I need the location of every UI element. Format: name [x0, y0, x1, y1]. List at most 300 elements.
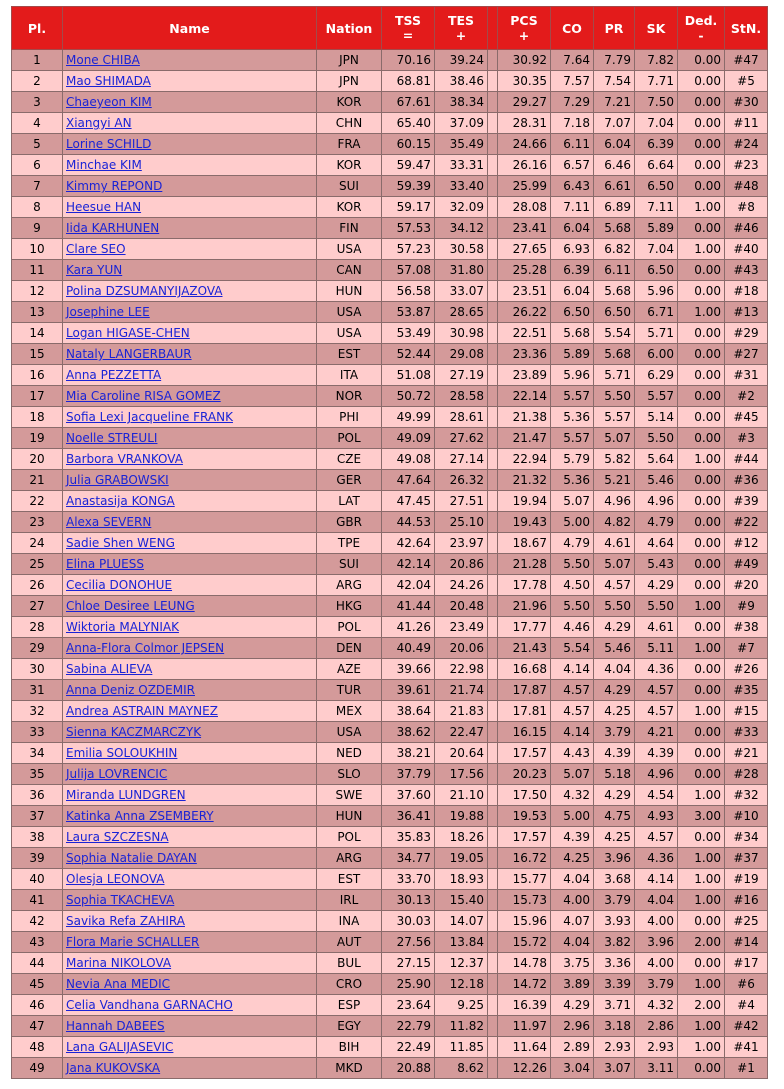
table-row [12, 722, 768, 743]
cell-spacer [488, 743, 498, 764]
cell-nation: HUN [317, 806, 382, 827]
cell-tes: 21.83 [435, 701, 488, 722]
cell-co: 4.50 [551, 575, 594, 596]
cell-sk: 5.14 [635, 407, 678, 428]
cell-deductions: 0.00 [678, 50, 725, 71]
cell-place: 29 [12, 638, 63, 659]
cell-tes: 32.09 [435, 197, 488, 218]
cell-tes: 37.09 [435, 113, 488, 134]
cell-tss: 37.79 [382, 764, 435, 785]
skater-name-link[interactable]: Marina NIKOLOVA [66, 956, 172, 970]
cell-nation: KOR [317, 155, 382, 176]
cell-co: 2.89 [551, 1037, 594, 1058]
table-row [12, 911, 768, 932]
cell-spacer [488, 911, 498, 932]
cell-nation: KOR [317, 92, 382, 113]
cell-pr: 4.57 [594, 575, 635, 596]
skater-name-link[interactable]: Sienna KACZMARCZYK [66, 725, 202, 739]
cell-deductions: 0.00 [678, 533, 725, 554]
cell-place: 39 [12, 848, 63, 869]
cell-tss: 44.53 [382, 512, 435, 533]
cell-pr: 2.93 [594, 1037, 635, 1058]
cell-start-number: #18 [725, 281, 768, 302]
cell-pcs: 16.39 [498, 995, 551, 1016]
cell-pr: 6.11 [594, 260, 635, 281]
cell-tss: 42.64 [382, 533, 435, 554]
cell-name [63, 449, 317, 470]
skater-name-link[interactable]: Kimmy REPOND [66, 179, 163, 193]
cell-deductions: 0.00 [678, 428, 725, 449]
cell-start-number: #22 [725, 512, 768, 533]
skater-name-link[interactable]: Clare SEO [66, 242, 126, 256]
cell-start-number: #33 [725, 722, 768, 743]
cell-co: 4.25 [551, 848, 594, 869]
cell-tes: 35.49 [435, 134, 488, 155]
cell-co: 3.89 [551, 974, 594, 995]
cell-tss: 65.40 [382, 113, 435, 134]
cell-co: 4.07 [551, 911, 594, 932]
skater-name-link[interactable]: Logan HIGASE-CHEN [66, 326, 190, 340]
skater-name-link[interactable]: Mia Caroline RISA GOMEZ [66, 389, 221, 403]
cell-spacer [488, 764, 498, 785]
cell-tes: 11.82 [435, 1016, 488, 1037]
cell-name [63, 827, 317, 848]
cell-tes: 17.56 [435, 764, 488, 785]
cell-name [63, 491, 317, 512]
skater-name-link[interactable]: Lorine SCHILD [66, 137, 152, 151]
cell-tss: 23.64 [382, 995, 435, 1016]
cell-sk: 4.00 [635, 953, 678, 974]
cell-place: 33 [12, 722, 63, 743]
cell-place: 11 [12, 260, 63, 281]
cell-pr: 4.29 [594, 617, 635, 638]
cell-tss: 22.49 [382, 1037, 435, 1058]
table-row [12, 848, 768, 869]
cell-name [63, 386, 317, 407]
cell-name [63, 890, 317, 911]
cell-pr: 5.68 [594, 281, 635, 302]
skater-name-link[interactable]: Sadie Shen WENG [66, 536, 175, 550]
cell-spacer [488, 722, 498, 743]
table-row [12, 1058, 768, 1079]
cell-spacer [488, 512, 498, 533]
skater-name-link[interactable]: Andrea ASTRAIN MAYNEZ [66, 704, 218, 718]
cell-spacer [488, 176, 498, 197]
cell-pcs: 23.51 [498, 281, 551, 302]
cell-pcs: 22.94 [498, 449, 551, 470]
cell-place: 5 [12, 134, 63, 155]
skater-name-link[interactable]: Chloe Desiree LEUNG [66, 599, 195, 613]
cell-pcs: 17.87 [498, 680, 551, 701]
cell-pcs: 16.15 [498, 722, 551, 743]
cell-nation: USA [317, 722, 382, 743]
table-row [12, 470, 768, 491]
cell-pr: 3.39 [594, 974, 635, 995]
cell-pr: 6.46 [594, 155, 635, 176]
cell-spacer [488, 869, 498, 890]
cell-tss: 51.08 [382, 365, 435, 386]
cell-place: 35 [12, 764, 63, 785]
cell-deductions: 0.00 [678, 365, 725, 386]
cell-sk: 4.14 [635, 869, 678, 890]
cell-deductions: 0.00 [678, 134, 725, 155]
cell-start-number: #40 [725, 239, 768, 260]
cell-place: 43 [12, 932, 63, 953]
cell-co: 6.04 [551, 218, 594, 239]
skater-name-link[interactable]: Nevia Ana MEDIC [66, 977, 171, 991]
header-nation: Nation [317, 7, 382, 50]
skater-name-link[interactable]: Julia GRABOWSKI [66, 473, 169, 487]
table-row [12, 806, 768, 827]
cell-start-number: #7 [725, 638, 768, 659]
cell-place: 22 [12, 491, 63, 512]
cell-pr: 4.61 [594, 533, 635, 554]
cell-sk: 4.39 [635, 743, 678, 764]
cell-place: 42 [12, 911, 63, 932]
cell-tss: 39.66 [382, 659, 435, 680]
cell-pr: 5.82 [594, 449, 635, 470]
cell-tss: 37.60 [382, 785, 435, 806]
cell-tss: 42.04 [382, 575, 435, 596]
cell-tss: 20.88 [382, 1058, 435, 1079]
cell-sk: 5.43 [635, 554, 678, 575]
cell-place: 8 [12, 197, 63, 218]
cell-tes: 20.06 [435, 638, 488, 659]
skater-name-link[interactable]: Mao SHIMADA [66, 74, 151, 88]
cell-co: 7.11 [551, 197, 594, 218]
cell-name [63, 155, 317, 176]
table-row [12, 197, 768, 218]
cell-deductions: 0.00 [678, 323, 725, 344]
cell-start-number: #14 [725, 932, 768, 953]
cell-start-number: #19 [725, 869, 768, 890]
cell-sk: 4.04 [635, 890, 678, 911]
cell-name [63, 344, 317, 365]
skater-name-link[interactable]: Hannah DABEES [66, 1019, 165, 1033]
skater-name-link[interactable]: Jana KUKOVSKA [66, 1061, 161, 1075]
cell-pr: 3.79 [594, 722, 635, 743]
cell-tss: 27.15 [382, 953, 435, 974]
cell-pcs: 23.89 [498, 365, 551, 386]
cell-start-number: #21 [725, 743, 768, 764]
cell-tss: 57.08 [382, 260, 435, 281]
cell-tes: 28.65 [435, 302, 488, 323]
cell-name [63, 533, 317, 554]
cell-tes: 38.34 [435, 92, 488, 113]
skater-name-link[interactable]: Chaeyeon KIM [66, 95, 152, 109]
cell-tss: 53.49 [382, 323, 435, 344]
skater-name-link[interactable]: Mone CHIBA [66, 53, 140, 67]
cell-tss: 30.03 [382, 911, 435, 932]
cell-sk: 6.39 [635, 134, 678, 155]
cell-start-number: #39 [725, 491, 768, 512]
skater-name-link[interactable]: Polina DZSUMANYIJAZOVA [66, 284, 223, 298]
skater-name-link[interactable]: Laura SZCZESNA [66, 830, 169, 844]
cell-tss: 38.62 [382, 722, 435, 743]
cell-nation: CHN [317, 113, 382, 134]
table-row [12, 827, 768, 848]
cell-start-number: #46 [725, 218, 768, 239]
cell-name [63, 911, 317, 932]
cell-name [63, 512, 317, 533]
cell-spacer [488, 365, 498, 386]
cell-nation: POL [317, 428, 382, 449]
cell-tss: 60.15 [382, 134, 435, 155]
cell-pr: 6.61 [594, 176, 635, 197]
cell-sk: 4.32 [635, 995, 678, 1016]
skater-name-link[interactable]: Minchae KIM [66, 158, 142, 172]
cell-tes: 14.07 [435, 911, 488, 932]
skater-name-link[interactable]: Julija LOVRENCIC [66, 767, 168, 781]
cell-pr: 4.29 [594, 680, 635, 701]
cell-nation: SLO [317, 764, 382, 785]
cell-co: 5.36 [551, 470, 594, 491]
table-header-row [12, 7, 768, 50]
skater-name-link[interactable]: Anna-Flora Colmor JEPSEN [66, 641, 225, 655]
cell-sk: 4.64 [635, 533, 678, 554]
cell-tes: 23.49 [435, 617, 488, 638]
cell-pcs: 17.50 [498, 785, 551, 806]
cell-deductions: 1.00 [678, 596, 725, 617]
cell-spacer [488, 155, 498, 176]
table-row [12, 218, 768, 239]
cell-pcs: 24.66 [498, 134, 551, 155]
cell-pr: 5.54 [594, 323, 635, 344]
skater-name-link[interactable]: Sophia Natalie DAYAN [66, 851, 197, 865]
cell-nation: PHI [317, 407, 382, 428]
cell-pr: 5.68 [594, 218, 635, 239]
cell-co: 4.43 [551, 743, 594, 764]
skater-name-link[interactable]: Iida KARHUNEN [66, 221, 160, 235]
cell-deductions: 1.00 [678, 869, 725, 890]
cell-place: 17 [12, 386, 63, 407]
cell-tes: 20.86 [435, 554, 488, 575]
cell-pcs: 23.36 [498, 344, 551, 365]
cell-spacer [488, 113, 498, 134]
cell-pr: 5.21 [594, 470, 635, 491]
cell-sk: 7.50 [635, 92, 678, 113]
skater-name-link[interactable]: Anastasija KONGA [66, 494, 175, 508]
cell-start-number: #37 [725, 848, 768, 869]
skater-name-link[interactable]: Olesja LEONOVA [66, 872, 165, 886]
cell-deductions: 0.00 [678, 71, 725, 92]
cell-pcs: 12.26 [498, 1058, 551, 1079]
cell-name [63, 806, 317, 827]
skater-name-link[interactable]: Elina PLUESS [66, 557, 144, 571]
cell-pr: 6.89 [594, 197, 635, 218]
skater-name-link[interactable]: Celia Vandhana GARNACHO [66, 998, 233, 1012]
cell-nation: FRA [317, 134, 382, 155]
cell-co: 5.68 [551, 323, 594, 344]
cell-spacer [488, 659, 498, 680]
cell-name [63, 617, 317, 638]
cell-start-number: #27 [725, 344, 768, 365]
cell-place: 28 [12, 617, 63, 638]
skater-name-link[interactable]: Noelle STREULI [66, 431, 158, 445]
cell-tss: 68.81 [382, 71, 435, 92]
header-pr: PR [594, 7, 635, 50]
table-row [12, 512, 768, 533]
skater-name-link[interactable]: Anna PEZZETTA [66, 368, 162, 382]
table-row [12, 932, 768, 953]
table-row [12, 953, 768, 974]
cell-name [63, 554, 317, 575]
skater-name-link[interactable]: Flora Marie SCHALLER [66, 935, 200, 949]
cell-co: 4.29 [551, 995, 594, 1016]
cell-co: 5.96 [551, 365, 594, 386]
cell-name [63, 218, 317, 239]
cell-start-number: #20 [725, 575, 768, 596]
cell-nation: CRO [317, 974, 382, 995]
cell-tes: 27.19 [435, 365, 488, 386]
cell-pcs: 16.68 [498, 659, 551, 680]
cell-nation: ARG [317, 575, 382, 596]
table-row [12, 491, 768, 512]
skater-name-link[interactable]: Miranda LUNDGREN [66, 788, 186, 802]
table-row [12, 260, 768, 281]
cell-sk: 4.36 [635, 659, 678, 680]
cell-pcs: 19.94 [498, 491, 551, 512]
cell-place: 45 [12, 974, 63, 995]
table-row [12, 575, 768, 596]
table-row [12, 533, 768, 554]
cell-spacer [488, 554, 498, 575]
cell-spacer [488, 806, 498, 827]
cell-tss: 27.56 [382, 932, 435, 953]
table-row [12, 344, 768, 365]
cell-tes: 28.61 [435, 407, 488, 428]
cell-name [63, 239, 317, 260]
skater-name-link[interactable]: Barbora VRANKOVA [66, 452, 183, 466]
cell-deductions: 1.00 [678, 974, 725, 995]
cell-nation: AUT [317, 932, 382, 953]
cell-deductions: 0.00 [678, 92, 725, 113]
skater-name-link[interactable]: Katinka Anna ZSEMBERY [66, 809, 214, 823]
cell-pcs: 14.72 [498, 974, 551, 995]
cell-tes: 38.46 [435, 71, 488, 92]
table-row [12, 155, 768, 176]
cell-pr: 4.25 [594, 827, 635, 848]
skater-name-link[interactable]: Savika Refa ZAHIRA [66, 914, 185, 928]
cell-sk: 5.11 [635, 638, 678, 659]
cell-spacer [488, 638, 498, 659]
cell-deductions: 1.00 [678, 785, 725, 806]
cell-start-number: #26 [725, 659, 768, 680]
results-table [11, 6, 768, 1079]
cell-start-number: #16 [725, 890, 768, 911]
skater-name-link[interactable]: Emilia SOLOUKHIN [66, 746, 178, 760]
cell-place: 27 [12, 596, 63, 617]
cell-pcs: 25.28 [498, 260, 551, 281]
cell-tes: 27.14 [435, 449, 488, 470]
cell-place: 23 [12, 512, 63, 533]
cell-nation: ESP [317, 995, 382, 1016]
cell-deductions: 1.00 [678, 890, 725, 911]
cell-pr: 5.46 [594, 638, 635, 659]
cell-co: 5.79 [551, 449, 594, 470]
skater-name-link[interactable]: Josephine LEE [66, 305, 150, 319]
cell-start-number: #29 [725, 323, 768, 344]
cell-place: 44 [12, 953, 63, 974]
cell-tes: 28.58 [435, 386, 488, 407]
skater-name-link[interactable]: Nataly LANGERBAUR [66, 347, 192, 361]
cell-spacer [488, 848, 498, 869]
skater-name-link[interactable]: Kara YUN [66, 263, 123, 277]
table-row [12, 701, 768, 722]
table-row [12, 92, 768, 113]
cell-place: 46 [12, 995, 63, 1016]
cell-place: 13 [12, 302, 63, 323]
cell-nation: INA [317, 911, 382, 932]
table-row [12, 1037, 768, 1058]
cell-start-number: #45 [725, 407, 768, 428]
cell-sk: 5.50 [635, 428, 678, 449]
cell-sk: 5.64 [635, 449, 678, 470]
cell-start-number: #1 [725, 1058, 768, 1079]
cell-tes: 9.25 [435, 995, 488, 1016]
cell-pcs: 22.14 [498, 386, 551, 407]
cell-name [63, 596, 317, 617]
skater-name-link[interactable]: Sofia Lexi Jacqueline FRANK [66, 410, 233, 424]
cell-co: 4.57 [551, 680, 594, 701]
cell-pr: 4.96 [594, 491, 635, 512]
cell-start-number: #28 [725, 764, 768, 785]
header-place: Pl. [12, 7, 63, 50]
cell-sk: 4.96 [635, 491, 678, 512]
cell-co: 6.11 [551, 134, 594, 155]
cell-tss: 33.70 [382, 869, 435, 890]
cell-tes: 27.62 [435, 428, 488, 449]
cell-co: 4.14 [551, 722, 594, 743]
skater-name-link[interactable]: Sophia TKACHEVA [66, 893, 175, 907]
cell-name [63, 785, 317, 806]
cell-deductions: 0.00 [678, 176, 725, 197]
cell-tes: 12.37 [435, 953, 488, 974]
cell-tes: 30.58 [435, 239, 488, 260]
skater-name-link[interactable]: Sabina ALIEVA [66, 662, 153, 676]
cell-start-number: #41 [725, 1037, 768, 1058]
cell-place: 30 [12, 659, 63, 680]
cell-deductions: 0.00 [678, 617, 725, 638]
cell-pr: 5.07 [594, 554, 635, 575]
skater-name-link[interactable]: Xiangyi AN [66, 116, 132, 130]
cell-deductions: 0.00 [678, 260, 725, 281]
cell-start-number: #35 [725, 680, 768, 701]
cell-co: 5.07 [551, 491, 594, 512]
cell-tes: 24.26 [435, 575, 488, 596]
cell-deductions: 0.00 [678, 113, 725, 134]
skater-name-link[interactable]: Anna Deniz OZDEMIR [66, 683, 195, 697]
cell-spacer [488, 470, 498, 491]
skater-name-link[interactable]: Heesue HAN [66, 200, 142, 214]
cell-place: 49 [12, 1058, 63, 1079]
cell-name [63, 197, 317, 218]
cell-tss: 57.23 [382, 239, 435, 260]
skater-name-link[interactable]: Wiktoria MALYNIAK [66, 620, 179, 634]
cell-sk: 5.71 [635, 323, 678, 344]
cell-nation: USA [317, 302, 382, 323]
cell-pr: 6.04 [594, 134, 635, 155]
cell-nation: TPE [317, 533, 382, 554]
cell-nation: NED [317, 743, 382, 764]
skater-name-link[interactable]: Alexa SEVERN [66, 515, 152, 529]
skater-name-link[interactable]: Cecilia DONOHUE [66, 578, 173, 592]
cell-pcs: 19.53 [498, 806, 551, 827]
cell-sk: 4.57 [635, 680, 678, 701]
cell-nation: JPN [317, 71, 382, 92]
cell-nation: BIH [317, 1037, 382, 1058]
skater-name-link[interactable]: Lana GALIJASEVIC [66, 1040, 174, 1054]
